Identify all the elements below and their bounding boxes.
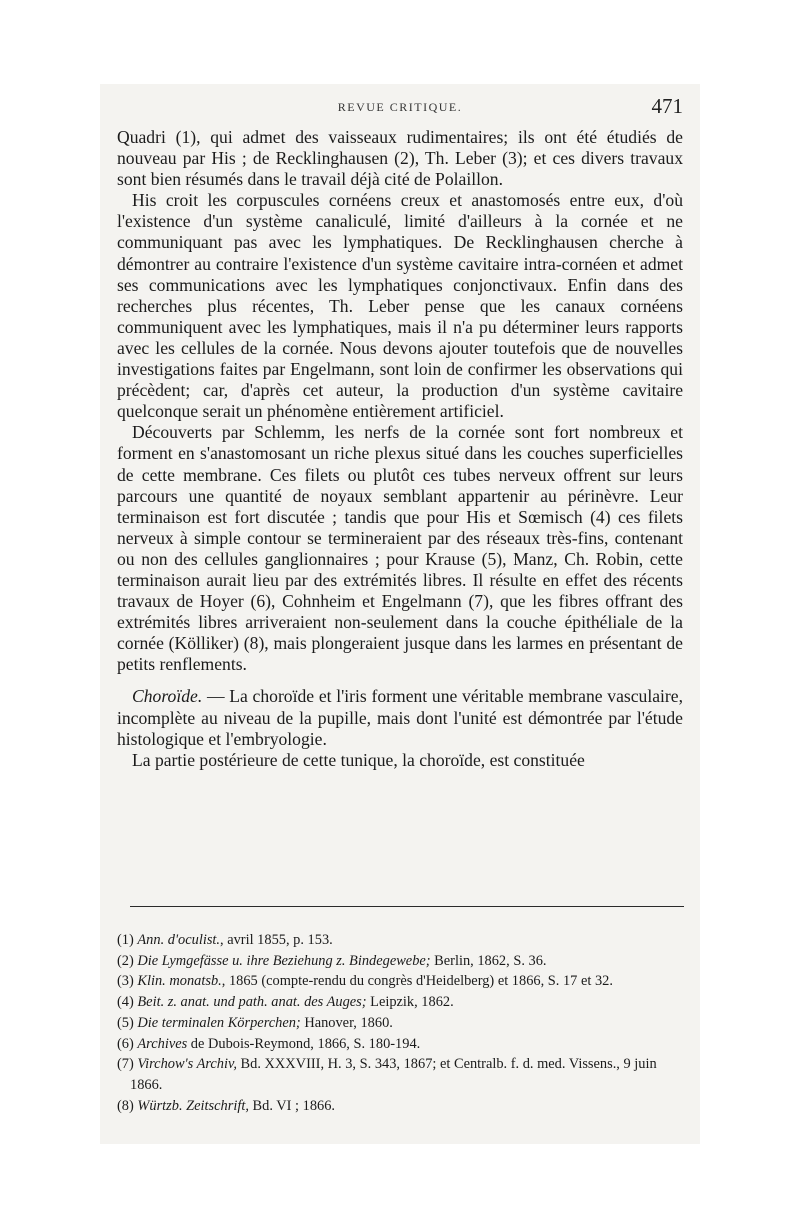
footnote-details: Leipzik, 1862. [366,994,454,1011]
footnote [117,930,683,951]
choroide-text: — La choroïde et l'iris forment une véritable membrane vasculaire, incomplète au niveau de la pupille, mais dont l'unité est démontrée par l'étude histologique et l'embryologie. [117,686,683,749]
footnote-details: Bd. VI ; 1866. [248,1097,336,1114]
paragraph-his: His croit les corpuscules cornéens creux et anastomosés entre eux, d'où l'existence d'un système canaliculé, limité d'ailleurs à la cornée et ne communiquant pas avec les lymphatiques. De Recklinghausen cherche à démontrer au contraire l'existence d'un système cavitaire intra-cornéen et admet ses communications avec les lymphatiques conjonctivaux. Enfin dans des recherches plus récentes, Th. Leber pense que les canaux cornéens communiquent avec les lymphatiques, mais il n'a pu déterminer leurs rapports avec les cellules de la cornée. Nous devons ajouter toutefois que de nouvelles investigations faites par Engelmann, sont loin de confirmer les observations qui précèdent; car, d'après cet auteur, la production d'un système cavitaire quelconque serait un phénomène entièrement artificiel. [117,190,683,422]
footnote-details: Bd. XXXVIII, H. 3, S. 343, 1867; et Centralb. f. d. med. Vissens., 9 juin 1866. [130,1056,657,1093]
paragraph-nerfs: Découverts par Schlemm, les nerfs de la cornée sont fort nombreux et forment en s'anastomosant un riche plexus situé dans les couches superficielles de cette membrane. Ces filets ou plutôt ces tubes nerveux offrent sur leurs parcours une quantité de noyaux semblant appartenir au périnèvre. Leur terminaison est fort discutée ; tandis que pour His et Sœmisch (4) ces filets nerveux à simple contour se termineraient par des réseaux très-fins, contenant ou non des cellules ganglionnaires ; pour Krause (5), Manz, Ch. Robin, cette terminaison aurait lieu par des extrémités libres. Il résulte en effet des récents travaux de Hoyer (6), Cohnheim et Engelmann (7), que les fibres offrant des extrémités libres arriveraient non-seulement dans la couche épithéliale de la cornée (Kölliker) (8), mais plongeraient jusque dans les larmes en présentant de petits renflements. [117,422,683,675]
section-title-choroide: Choroïde. [132,686,203,707]
footnote-number: (6) [117,1035,134,1052]
paragraph-partie-posterieure: La partie postérieure de cette tunique, la choroïde, est constituée [132,749,585,770]
footnote [117,971,683,992]
paragraph-choroide [117,686,683,749]
footnote [117,1096,683,1117]
footnote-rule [130,906,684,907]
main-text [117,127,683,771]
footnote-details: de Dubois-Reymond, 1866, S. 180-194. [187,1035,421,1052]
footnote-title: Würtzb. Zeitschrift, [137,1097,249,1114]
footnote-title: Virchow's Archiv, [137,1056,237,1073]
footnote-title: Die terminalen Körperchen; [137,1014,301,1031]
page-header [117,94,683,122]
footnote-number: (8) [117,1097,134,1114]
footnote-title: Die Lymgefässe u. ihre Beziehung z. Bindegewebe; [137,952,431,969]
running-head: REVUE CRITIQUE. [337,100,463,114]
footnote-details: , avril 1855, p. 153. [220,932,333,948]
footnote-details: , 1865 (compte-rendu du congrès d'Heidelberg) et 1866, S. 17 et 32. [221,973,613,990]
footnote [117,1054,683,1095]
footnote-details: Hanover, 1860. [300,1014,393,1031]
paragraph-quadri: Quadri (1), qui admet des vaisseaux rudimentaires; ils ont été étudiés de nouveau par His ; de Recklinghausen (2), Th. Leber (3); et ces divers travaux sont bien résumés dans le travail déjà cité de Polaillon. [117,127,683,190]
footnote-details: Berlin, 1862, S. 36. [430,952,547,969]
footnote-number: (4) [117,994,134,1011]
footnote-title: Archives [137,1035,188,1052]
footnote [117,992,683,1013]
footnote [117,1013,683,1034]
footnote [117,1034,683,1055]
page-number: 471 [651,94,683,118]
footnote-title: Ann. d'oculist. [137,932,221,948]
footnote [117,951,683,972]
footnote-number: (5) [117,1014,134,1031]
footnote-title: Klin. monatsb. [137,973,222,990]
footnote-title: Beit. z. anat. und path. anat. des Auges; [137,994,367,1011]
footnotes [117,930,683,1116]
footnote-number: (7) [117,1056,134,1073]
footnote-number: (1) [117,932,134,948]
footnote-number: (2) [117,952,134,969]
footnote-number: (3) [117,973,134,990]
